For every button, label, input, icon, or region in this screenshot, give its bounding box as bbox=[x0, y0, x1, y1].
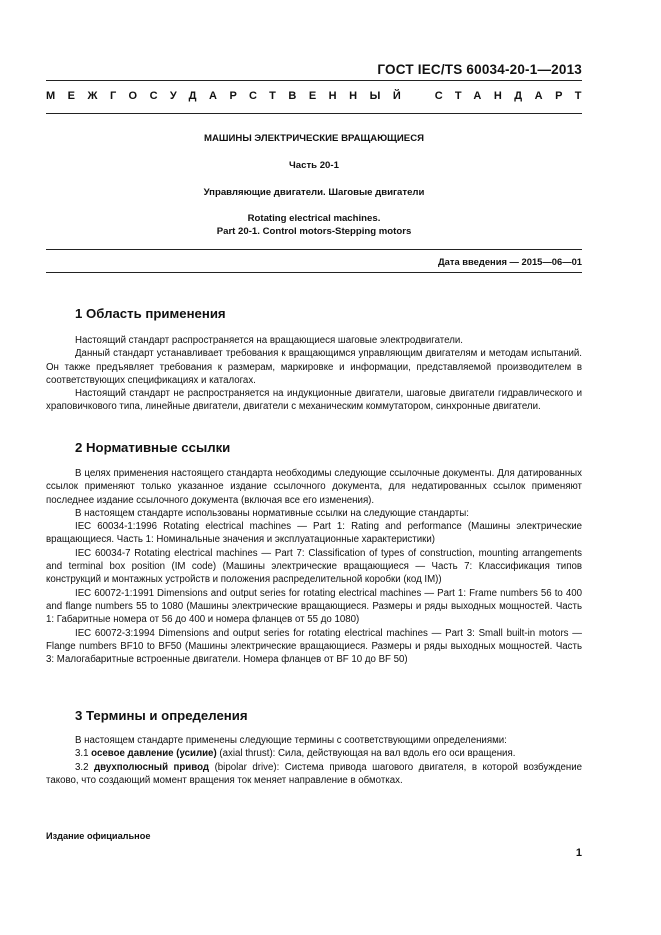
term-name: осевое давление (усилие) bbox=[91, 748, 217, 760]
section-3-body bbox=[46, 734, 582, 787]
term-text: (bipolar drive): Система привода шагового двигателя, в которой возбуждение таково, что создающий момент вращения ток меняет направление в обмотках. bbox=[46, 761, 583, 786]
section-2-body bbox=[46, 467, 582, 666]
reference-item: IEC 60072-1:1991 Dimensions and output series for rotating electrical machines — Part 1: Frame numbers 56 to 400 and flange numbers 55 to 1080 (Машины электрические вращающиеся. Размеры и ряды выходных мощностей. Часть 1: Габаритные номера от 56 до 400 и номера фланцев от 55 до 1080) bbox=[46, 587, 582, 626]
term-number: 3.2 bbox=[75, 761, 89, 773]
standard-designation: ГОСТ IEC/TS 60034-20-1—2013 bbox=[377, 62, 582, 77]
interstate-standard-banner bbox=[46, 90, 594, 102]
introduction-date: Дата введения — 2015—06—01 bbox=[437, 256, 582, 267]
interstate-word: МЕЖГОСУДАРСТВЕННЫЙ bbox=[46, 90, 414, 102]
title-rule bbox=[46, 249, 582, 250]
title-part: Часть 20-1 bbox=[289, 160, 339, 171]
banner-rule bbox=[46, 113, 582, 114]
term-text: (axial thrust): Сила, действующая на вал вдоль его оси вращения. bbox=[219, 748, 516, 760]
title-english-line2: Part 20-1. Control motors-Stepping motors bbox=[216, 226, 412, 237]
header-rule bbox=[46, 80, 582, 81]
reference-item: IEC 60034-7 Rotating electrical machines — Part 7: Classification of types of construction, mounting arrangements and terminal box position (IM code) (Машины электрические вращающиеся — Часть 7: Классификация типов конструкций и монтажных устройств и положения распределительной коробки (код IM)) bbox=[46, 547, 582, 586]
title-english-line1: Rotating electrical machines. bbox=[247, 213, 381, 224]
reference-item: IEC 60034-1:1996 Rotating electrical machines — Part 1: Rating and performance (Машины электрические вращающиеся. Часть 1: Номинальные значения и эксплуатационные характеристики) bbox=[46, 521, 582, 546]
section-3-heading: 3 Термины и определения bbox=[75, 708, 248, 723]
paragraph: Данный стандарт устанавливает требования к вращающимся управляющим двигателям и методам испытаний. Он также предъявляет требования к размерам, маркировке и информации, представляемой производителем в соответствующих спецификациях и каталогах. bbox=[46, 348, 582, 386]
paragraph: В целях применения настоящего стандарта необходимы следующие ссылочные документы. Для датированных ссылок применяют только указанное издание ссылочного документа, для недатированных ссылок применяют последнее издание ссылочного документа (включая все его изменения). bbox=[46, 468, 582, 506]
reference-item: IEC 60072-3:1994 Dimensions and output series for rotating electrical machines — Part 3: Small built-in motors — Flange numbers BF10 to BF50 (Машины электрические вращающиеся. Размеры и ряды выходных мощностей. Часть 3: Малогабаритные встроенные двигатели. Номера фланцев от BF 10 до BF 50) bbox=[46, 627, 582, 666]
term-definition bbox=[46, 747, 582, 760]
paragraph: Настоящий стандарт не распространяется на индукционные двигатели, шаговые двигатели гидравлического и храповичкового типа, линейные двигатели, двигатели с механическим коммутатором, синхронные двигатели. bbox=[46, 388, 582, 413]
title-main: МАШИНЫ ЭЛЕКТРИЧЕСКИЕ ВРАЩАЮЩИЕСЯ bbox=[203, 133, 425, 144]
paragraph: Настоящий стандарт распространяется на вращающиеся шаговые электродвигатели. bbox=[75, 335, 463, 346]
title-subtitle: Управляющие двигатели. Шаговые двигатели bbox=[203, 187, 425, 198]
term-number: 3.1 bbox=[75, 748, 89, 760]
paragraph: В настоящем стандарте использованы нормативные ссылки на следующие стандарты: bbox=[75, 507, 469, 519]
term-name: двухполюсный привод bbox=[93, 761, 210, 773]
section-2-heading: 2 Нормативные ссылки bbox=[75, 440, 231, 455]
term-definition bbox=[46, 761, 582, 788]
section-1-body bbox=[46, 334, 582, 414]
date-rule bbox=[46, 272, 582, 273]
paragraph: В настоящем стандарте применены следующие термины с соответствующими определениями: bbox=[75, 735, 507, 746]
standard-word: СТАНДАРТ bbox=[434, 90, 594, 102]
page-number: 1 bbox=[575, 847, 582, 859]
official-edition-note: Издание официальное bbox=[46, 831, 151, 841]
section-1-heading: 1 Область применения bbox=[75, 306, 226, 321]
